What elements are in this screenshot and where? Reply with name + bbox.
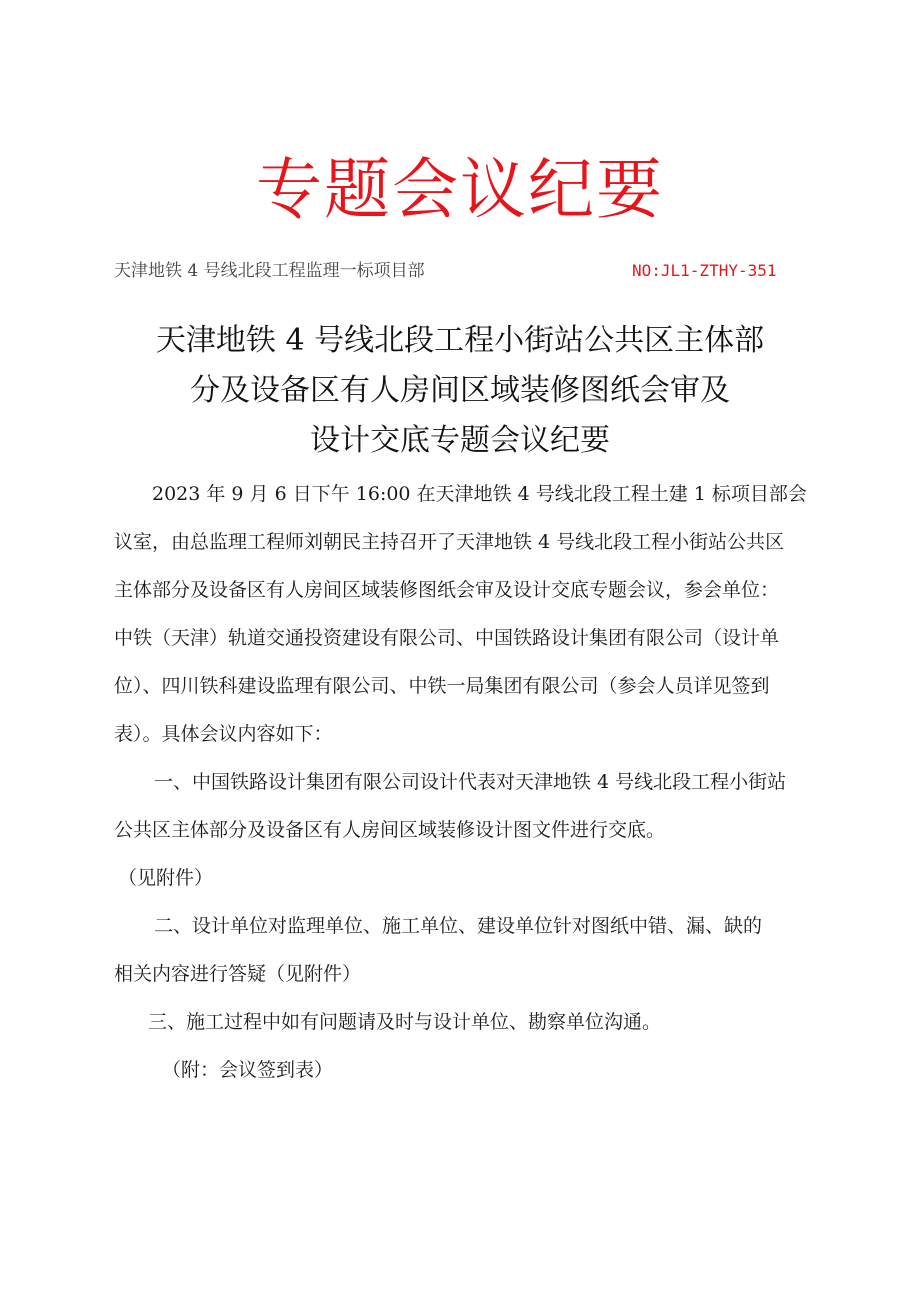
document-number: NO:JL1-ZTHY-351: [632, 261, 777, 280]
item-three-paragraph: [114, 998, 814, 1046]
intro-line-3: 主体部分及设备区有人房间区域装修图纸会审及设计交底专题会议，参会单位：: [114, 579, 780, 601]
item-one-line-1: 一、中国铁路设计集团有限公司设计代表对天津地铁 4 号线北段工程小街站: [154, 771, 787, 793]
item-two-line-2: 相关内容进行答疑（见附件）: [114, 963, 362, 985]
item-two-paragraph: [114, 902, 814, 998]
document-header: [114, 258, 804, 284]
item-one-line-2: 公共区主体部分及设备区有人房间区域装修设计图文件进行交底。: [114, 819, 666, 841]
item-one-attachment-note: （见附件）: [118, 867, 214, 889]
intro-line-5: 位）、四川铁科建设监理有限公司、中铁一局集团有限公司（参会人员详见签到: [114, 675, 770, 697]
meeting-body: [114, 470, 814, 1094]
meeting-title: [90, 316, 830, 466]
item-two-line-1: 二、设计单位对监理单位、施工单位、建设单位针对图纸中错、漏、缺的: [154, 915, 763, 937]
meeting-title-line-3: 设计交底专题会议纪要: [310, 423, 610, 458]
issuing-organization: 天津地铁 4 号线北段工程监理一标项目部: [114, 261, 425, 281]
intro-paragraph: [114, 470, 814, 758]
intro-line-1: 2023 年 9 月 6 日下午 16:00 在天津地铁 4 号线北段工程土建 1 标项目部会: [152, 483, 807, 505]
red-header-title: 专题会议纪要: [256, 151, 664, 228]
intro-line-6: 表）。具体会议内容如下：: [114, 723, 333, 745]
item-one-paragraph: [114, 758, 814, 902]
attachment-note: [114, 1046, 814, 1094]
intro-line-2: 议室，由总监理工程师刘朝民主持召开了天津地铁 4 号线北段工程小街站公共区: [114, 531, 785, 553]
item-three-line-1: 三、施工过程中如有问题请及时与设计单位、勘察单位沟通。: [148, 1011, 662, 1033]
intro-line-4: 中铁（天津）轨道交通投资建设有限公司、中国铁路设计集团有限公司（设计单: [114, 627, 780, 649]
attachment-sign-in-sheet: （附：会议签到表）: [162, 1059, 334, 1081]
meeting-title-line-2: 分及设备区有人房间区域装修图纸会审及: [190, 373, 730, 408]
meeting-title-line-1: 天津地铁 4 号线北段工程小街站公共区主体部: [155, 323, 765, 358]
